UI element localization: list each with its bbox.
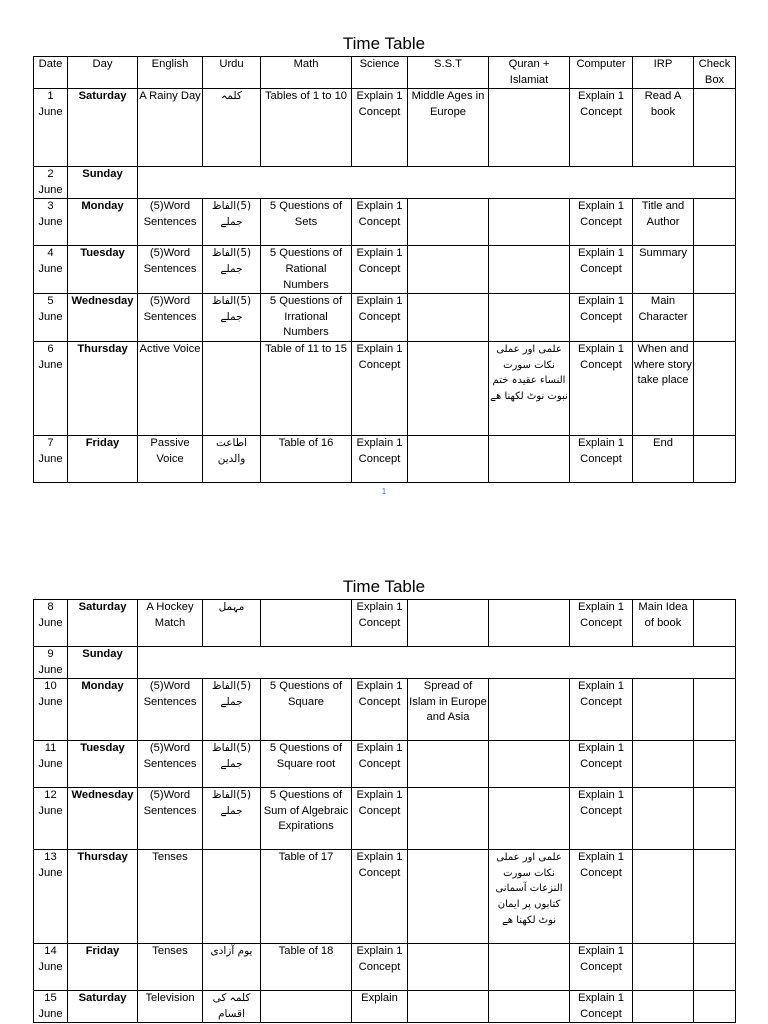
- column-header: IRP: [633, 57, 694, 89]
- check-box-cell[interactable]: [694, 294, 736, 342]
- check-box-cell[interactable]: [694, 600, 736, 647]
- date-cell: 3 June: [34, 199, 68, 246]
- day-cell: Wednesday: [68, 788, 138, 850]
- science-cell: Explain 1 Concept: [352, 199, 408, 246]
- day-cell: Friday: [68, 435, 138, 482]
- date-cell: 14 June: [34, 944, 68, 991]
- computer-cell: Explain 1 Concept: [570, 991, 633, 1023]
- check-box-cell[interactable]: [694, 341, 736, 435]
- urdu-cell: (5)الفاظ جملے: [203, 741, 261, 788]
- english-cell: A Hockey Match: [138, 600, 203, 647]
- table-row: [34, 341, 736, 435]
- quran-cell: علمی اور عملی نکات سورت النساء عقیدہ ختم نبوت نوٹ لکھنا ھے: [489, 341, 570, 435]
- english-cell: (5)Word Sentences: [138, 199, 203, 246]
- table-row: [34, 944, 736, 991]
- page-number: 1: [381, 487, 387, 496]
- quran-cell: [489, 600, 570, 647]
- column-header: Urdu: [203, 57, 261, 89]
- check-box-cell[interactable]: [694, 944, 736, 991]
- day-cell: Saturday: [68, 600, 138, 647]
- table-row: [34, 435, 736, 482]
- table-row: [34, 199, 736, 246]
- urdu-cell: یوم آزادی: [203, 944, 261, 991]
- math-cell: Table of 16: [261, 435, 352, 482]
- column-header: English: [138, 57, 203, 89]
- date-cell: 9 June: [34, 647, 68, 679]
- quran-cell: [489, 991, 570, 1023]
- sst-cell: [408, 435, 489, 482]
- column-header: Date: [34, 57, 68, 89]
- quran-cell: [489, 246, 570, 294]
- irp-cell: Main Idea of book: [633, 600, 694, 647]
- column-header: Computer: [570, 57, 633, 89]
- irp-cell: [633, 850, 694, 944]
- day-cell: Saturday: [68, 89, 138, 167]
- math-cell: 5 Questions of Sets: [261, 199, 352, 246]
- date-cell: 10 June: [34, 679, 68, 741]
- sst-cell: [408, 788, 489, 850]
- timetable-week-1: [33, 56, 736, 483]
- irp-cell: End: [633, 435, 694, 482]
- date-cell: 8 June: [34, 600, 68, 647]
- table-row: [34, 850, 736, 944]
- date-cell: 1 June: [34, 89, 68, 167]
- math-cell: 5 Questions of Rational Numbers: [261, 246, 352, 294]
- math-cell: 5 Questions of Square: [261, 679, 352, 741]
- math-cell: Table of 17: [261, 850, 352, 944]
- table-row: [34, 600, 736, 647]
- sst-cell: [408, 246, 489, 294]
- day-cell: Tuesday: [68, 246, 138, 294]
- date-cell: 6 June: [34, 341, 68, 435]
- date-cell: 13 June: [34, 850, 68, 944]
- english-cell: Tenses: [138, 850, 203, 944]
- column-header: Check Box: [694, 57, 736, 89]
- sst-cell: [408, 199, 489, 246]
- irp-cell: Title and Author: [633, 199, 694, 246]
- science-cell: Explain 1 Concept: [352, 246, 408, 294]
- check-box-cell[interactable]: [694, 89, 736, 167]
- english-cell: (5)Word Sentences: [138, 679, 203, 741]
- day-cell: Friday: [68, 944, 138, 991]
- science-cell: Explain 1 Concept: [352, 679, 408, 741]
- computer-cell: Explain 1 Concept: [570, 294, 633, 342]
- science-cell: Explain 1 Concept: [352, 294, 408, 342]
- english-cell: (5)Word Sentences: [138, 788, 203, 850]
- math-cell: [261, 991, 352, 1023]
- math-cell: Tables of 1 to 10: [261, 89, 352, 167]
- date-cell: 5 June: [34, 294, 68, 342]
- sst-cell: Middle Ages in Europe: [408, 89, 489, 167]
- date-cell: 7 June: [34, 435, 68, 482]
- english-cell: Television: [138, 991, 203, 1023]
- holiday-cell: [138, 167, 736, 199]
- table-row: [34, 294, 736, 342]
- header-row: [34, 57, 736, 89]
- irp-cell: Read A book: [633, 89, 694, 167]
- day-cell: Saturday: [68, 991, 138, 1023]
- check-box-cell[interactable]: [694, 679, 736, 741]
- english-cell: (5)Word Sentences: [138, 246, 203, 294]
- quran-cell: علمی اور عملی نکات سورت النزعات آسمانی کتابوں پر ایمان نوٹ لکھنا ھے: [489, 850, 570, 944]
- irp-cell: [633, 788, 694, 850]
- check-box-cell[interactable]: [694, 246, 736, 294]
- irp-cell: [633, 741, 694, 788]
- sst-cell: [408, 600, 489, 647]
- day-cell: Monday: [68, 199, 138, 246]
- page-title: Time Table: [342, 34, 426, 53]
- english-cell: Active Voice: [138, 341, 203, 435]
- table-row: [34, 647, 736, 679]
- english-cell: (5)Word Sentences: [138, 741, 203, 788]
- day-cell: Sunday: [68, 167, 138, 199]
- quran-cell: [489, 741, 570, 788]
- math-cell: 5 Questions of Irrational Numbers: [261, 294, 352, 342]
- science-cell: Explain 1 Concept: [352, 944, 408, 991]
- irp-cell: When and where story take place: [633, 341, 694, 435]
- check-box-cell[interactable]: [694, 850, 736, 944]
- quran-cell: [489, 294, 570, 342]
- table-row: [34, 89, 736, 167]
- sst-cell: [408, 341, 489, 435]
- english-cell: (5)Word Sentences: [138, 294, 203, 342]
- computer-cell: Explain 1 Concept: [570, 850, 633, 944]
- urdu-cell: (5)الفاظ جملے: [203, 294, 261, 342]
- day-cell: Sunday: [68, 647, 138, 679]
- check-box-cell[interactable]: [694, 788, 736, 850]
- urdu-cell: (5)الفاظ جملے: [203, 246, 261, 294]
- table-row: [34, 741, 736, 788]
- computer-cell: Explain 1 Concept: [570, 944, 633, 991]
- computer-cell: Explain 1 Concept: [570, 600, 633, 647]
- day-cell: Wednesday: [68, 294, 138, 342]
- check-box-cell[interactable]: [694, 199, 736, 246]
- science-cell: Explain 1 Concept: [352, 89, 408, 167]
- quran-cell: [489, 199, 570, 246]
- english-cell: Tenses: [138, 944, 203, 991]
- urdu-cell: کلمہ کی اقسام: [203, 991, 261, 1023]
- urdu-cell: اطاعت والدین: [203, 435, 261, 482]
- column-header: Math: [261, 57, 352, 89]
- computer-cell: Explain 1 Concept: [570, 435, 633, 482]
- math-cell: 5 Questions of Sum of Algebraic Expirations: [261, 788, 352, 850]
- sst-cell: [408, 850, 489, 944]
- science-cell: Explain 1 Concept: [352, 435, 408, 482]
- math-cell: [261, 600, 352, 647]
- date-cell: 12 June: [34, 788, 68, 850]
- english-cell: Passive Voice: [138, 435, 203, 482]
- computer-cell: Explain 1 Concept: [570, 788, 633, 850]
- urdu-cell: [203, 850, 261, 944]
- sst-cell: [408, 741, 489, 788]
- computer-cell: Explain 1 Concept: [570, 341, 633, 435]
- math-cell: Table of 11 to 15: [261, 341, 352, 435]
- check-box-cell[interactable]: [694, 741, 736, 788]
- holiday-cell: [138, 647, 736, 679]
- table-row: [34, 991, 736, 1023]
- computer-cell: Explain 1 Concept: [570, 741, 633, 788]
- day-cell: Thursday: [68, 341, 138, 435]
- sst-cell: [408, 944, 489, 991]
- computer-cell: Explain 1 Concept: [570, 89, 633, 167]
- urdu-cell: مہمل: [203, 600, 261, 647]
- day-cell: Thursday: [68, 850, 138, 944]
- computer-cell: Explain 1 Concept: [570, 679, 633, 741]
- computer-cell: Explain 1 Concept: [570, 199, 633, 246]
- math-cell: 5 Questions of Square root: [261, 741, 352, 788]
- quran-cell: [489, 435, 570, 482]
- column-header: Quran + Islamiat: [489, 57, 570, 89]
- quran-cell: [489, 679, 570, 741]
- science-cell: Explain 1 Concept: [352, 600, 408, 647]
- table-row: [34, 167, 736, 199]
- urdu-cell: (5)الفاظ جملے: [203, 199, 261, 246]
- page-title: Time Table: [342, 577, 426, 596]
- science-cell: Explain 1 Concept: [352, 341, 408, 435]
- science-cell: Explain 1 Concept: [352, 788, 408, 850]
- irp-cell: Summary: [633, 246, 694, 294]
- table-row: [34, 246, 736, 294]
- column-header: Day: [68, 57, 138, 89]
- date-cell: 2 June: [34, 167, 68, 199]
- date-cell: 4 June: [34, 246, 68, 294]
- english-cell: A Rainy Day: [138, 89, 203, 167]
- quran-cell: [489, 944, 570, 991]
- science-cell: Explain: [352, 991, 408, 1023]
- quran-cell: [489, 89, 570, 167]
- check-box-cell[interactable]: [694, 991, 736, 1023]
- date-cell: 15 June: [34, 991, 68, 1023]
- irp-cell: [633, 679, 694, 741]
- timetable-week-2: [33, 599, 736, 1023]
- urdu-cell: (5)الفاظ جملے: [203, 788, 261, 850]
- urdu-cell: [203, 341, 261, 435]
- column-header: Science: [352, 57, 408, 89]
- irp-cell: [633, 991, 694, 1023]
- sst-cell: [408, 294, 489, 342]
- science-cell: Explain 1 Concept: [352, 850, 408, 944]
- column-header: S.S.T: [408, 57, 489, 89]
- date-cell: 11 June: [34, 741, 68, 788]
- day-cell: Tuesday: [68, 741, 138, 788]
- quran-cell: [489, 788, 570, 850]
- table-row: [34, 679, 736, 741]
- irp-cell: Main Character: [633, 294, 694, 342]
- science-cell: Explain 1 Concept: [352, 741, 408, 788]
- urdu-cell: کلمہ: [203, 89, 261, 167]
- sst-cell: [408, 991, 489, 1023]
- computer-cell: Explain 1 Concept: [570, 246, 633, 294]
- math-cell: Table of 18: [261, 944, 352, 991]
- urdu-cell: (5)الفاظ جملے: [203, 679, 261, 741]
- table-row: [34, 788, 736, 850]
- check-box-cell[interactable]: [694, 435, 736, 482]
- sst-cell: Spread of Islam in Europe and Asia: [408, 679, 489, 741]
- day-cell: Monday: [68, 679, 138, 741]
- irp-cell: [633, 944, 694, 991]
